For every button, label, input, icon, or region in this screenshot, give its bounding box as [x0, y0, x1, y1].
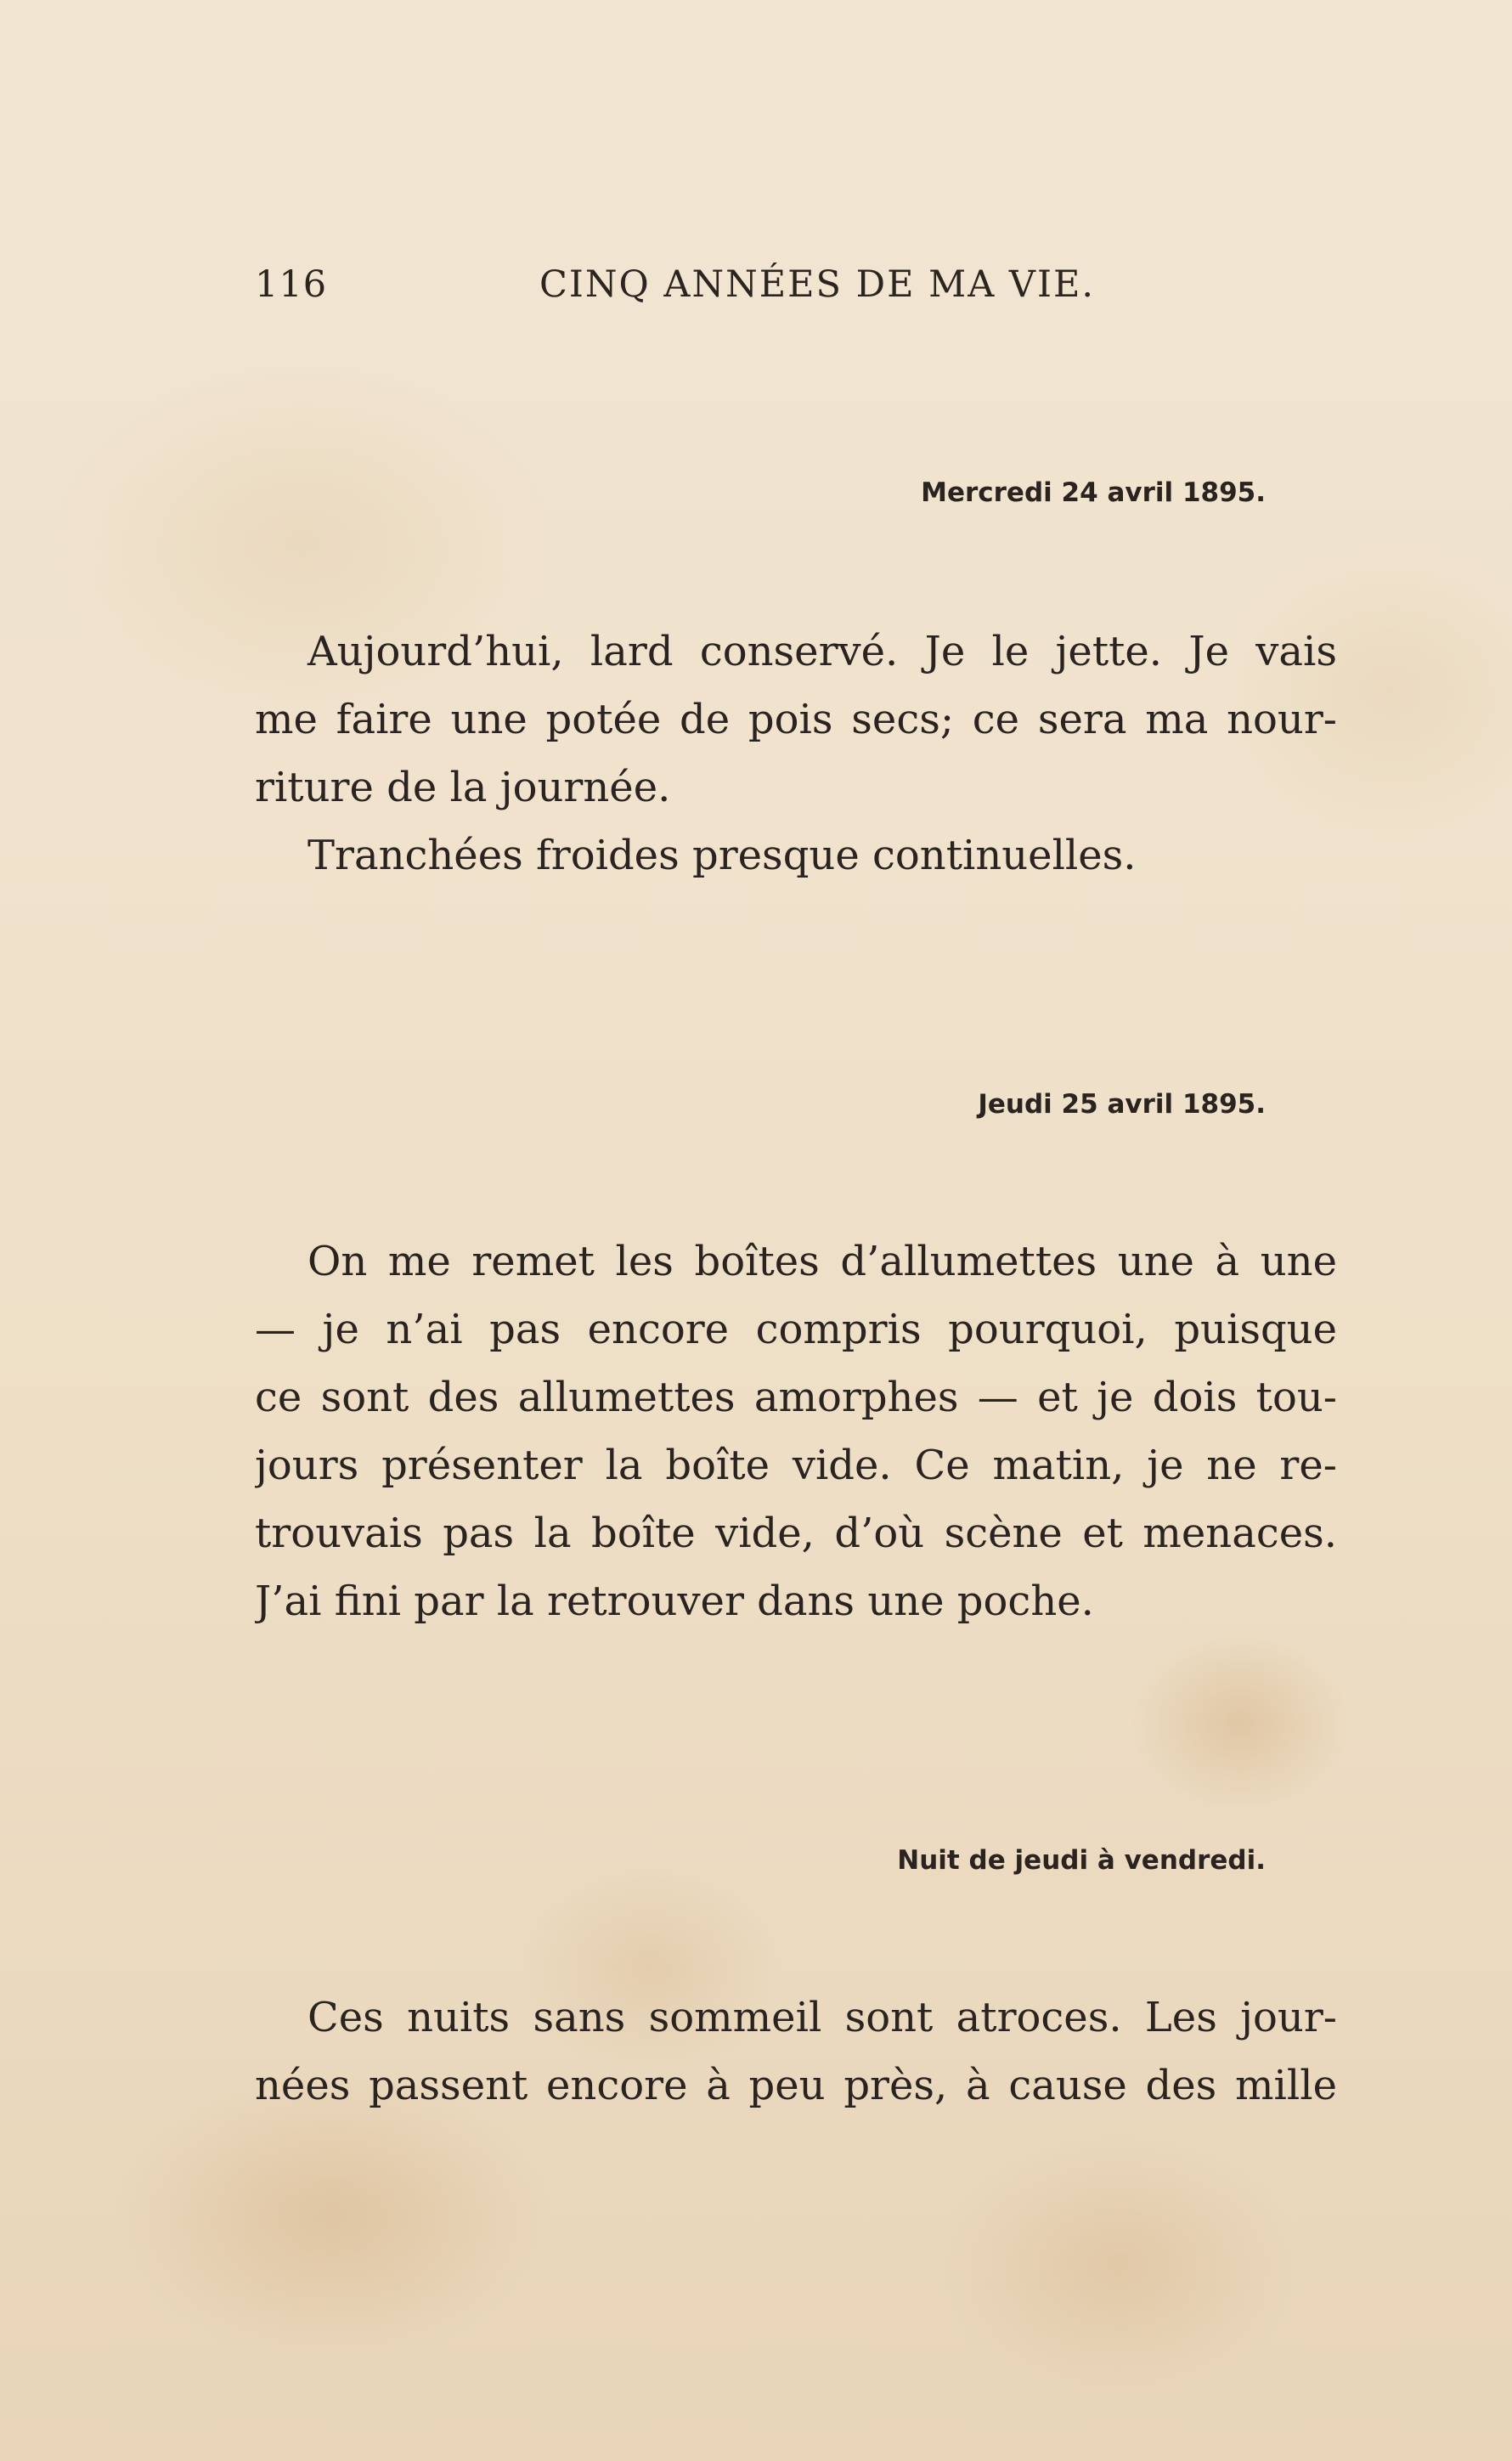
page-number: 116 — [255, 263, 328, 306]
text-line: trouvais pas la boîte vide, d’où scène et menaces. — [255, 1510, 1337, 1557]
text-line: nées passent encore à peu près, à cause des mille — [255, 2062, 1337, 2109]
text-line: Tranchées froides presque continuelles. — [307, 832, 1137, 879]
entry-date: Nuit de jeudi à vendredi. — [897, 1845, 1266, 1876]
entry-paragraph — [255, 1228, 1337, 1635]
entry-paragraph — [255, 618, 1337, 821]
text-line: J’ai fini par la retrouver dans une poche. — [255, 1578, 1094, 1625]
text-line: On me remet les boîtes d’allumettes une à une — [307, 1238, 1337, 1285]
text-line: Ces nuits sans sommeil sont atroces. Les jour- — [307, 1994, 1337, 2041]
text-line: riture de la journée. — [255, 764, 671, 811]
text-line: ce sont des allumettes amorphes — et je dois tou- — [255, 1374, 1337, 1421]
entry-paragraph — [255, 1984, 1337, 2120]
text-line: jours présenter la boîte vide. Ce matin, je ne re- — [255, 1442, 1337, 1489]
page-header — [255, 255, 1342, 314]
entry-date: Mercredi 24 avril 1895. — [921, 477, 1266, 508]
entry-paragraph — [255, 821, 1337, 889]
text-line: me faire une potée de pois secs; ce sera ma nour- — [255, 696, 1337, 743]
text-line: Aujourd’hui, lard conservé. Je le jette. Je vais — [307, 628, 1337, 675]
entry-date: Jeudi 25 avril 1895. — [978, 1089, 1266, 1120]
text-line: — je n’ai pas encore compris pourquoi, puisque — [255, 1306, 1337, 1353]
running-title: CINQ ANNÉES DE MA VIE. — [539, 263, 1096, 306]
